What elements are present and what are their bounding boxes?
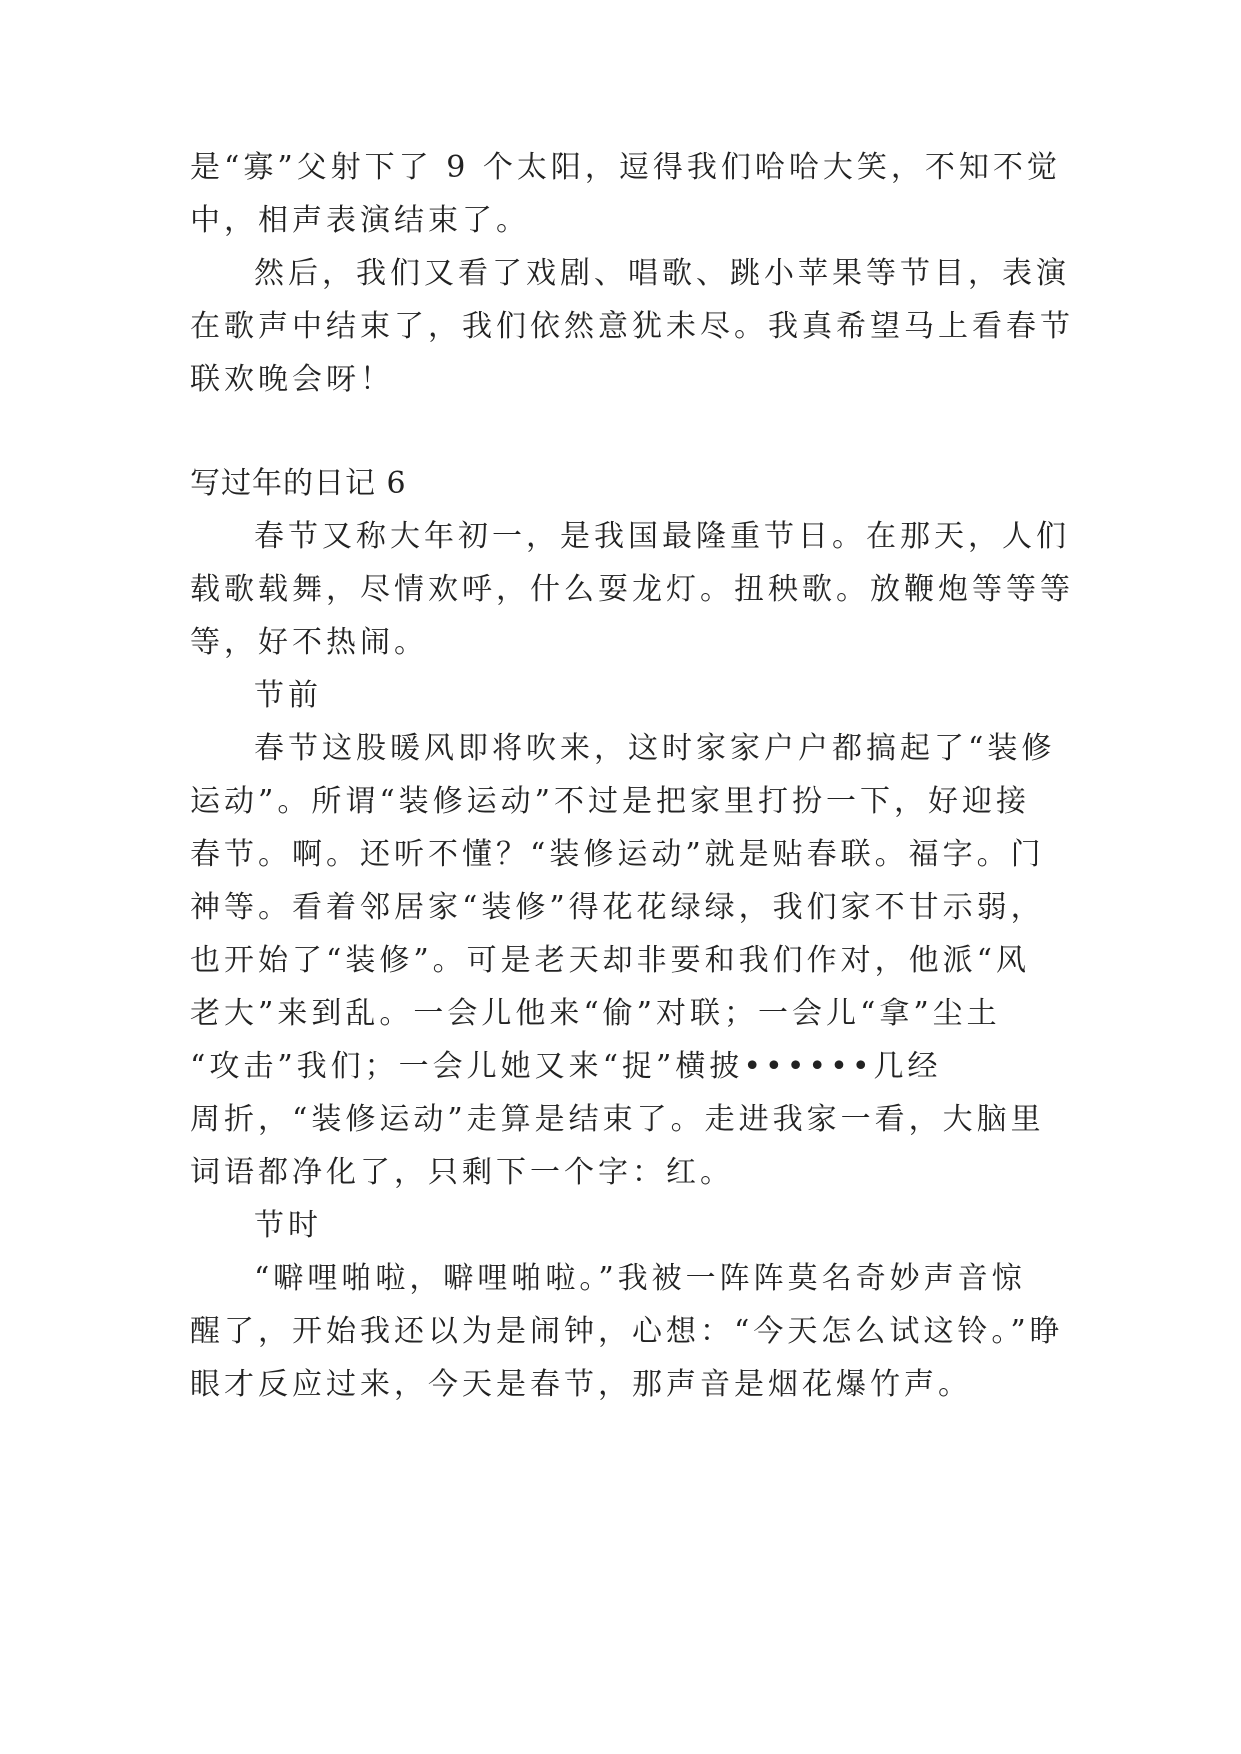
section-title: 写过年的日记 6 [190,466,407,501]
text-line: 老大”来到乱。一会儿他来“偷”对联；一会儿“拿”尘土 [190,996,1001,1031]
text-line: 等，好不热闹。 [190,625,428,660]
text-line: 运动”。所谓“装修运动”不过是把家里打扮一下，好迎接 [190,784,1031,819]
subheading-before-festival: 节前 [254,678,322,713]
text-line: 眼才反应过来，今天是春节，那声音是烟花爆竹声。 [190,1367,972,1402]
text-line: 中，相声表演结束了。 [190,203,530,238]
text-line: 醒了，开始我还以为是闹钟，心想：“今天怎么试这铃。”睁 [190,1314,1064,1349]
text-line: 周折，“装修运动”走算是结束了。走进我家一看，大脑里 [190,1102,1045,1137]
text-line: 也开始了“装修”。可是老天却非要和我们作对，他派“风 [190,943,1031,978]
text-line: 在歌声中结束了，我们依然意犹未尽。我真希望马上看春节 [190,309,1074,344]
text-line: 是“寡”父射下了 9 个太阳，逗得我们哈哈大笑，不知不觉 [190,150,1061,185]
subheading-during-festival: 节时 [254,1208,322,1243]
paragraph-start: 然后，我们又看了戏剧、唱歌、跳小苹果等节目，表演 [254,256,1070,291]
paragraph-start: 春节这股暖风即将吹来，这时家家户户都搞起了“装修 [254,731,1056,766]
text-line: 神等。看着邻居家“装修”得花花绿绿，我们家不甘示弱， [190,890,1045,925]
paragraph-start: 春节又称大年初一，是我国最隆重节日。在那天，人们 [254,519,1070,554]
text-line: “攻击”我们；一会儿她又来“捉”横披••••••几经 [190,1049,942,1084]
text-line: 联欢晚会呀！ [190,362,394,397]
text-line: 春节。啊。还听不懂？“装修运动”就是贴春联。福字。门 [190,837,1045,872]
text-line: 词语都净化了，只剩下一个字：红。 [190,1155,734,1190]
text-line: 载歌载舞，尽情欢呼，什么耍龙灯。扭秧歌。放鞭炮等等等 [190,572,1074,607]
paragraph-start: “噼哩啪啦，噼哩啪啦。”我被一阵阵莫名奇妙声音惊 [254,1261,1026,1296]
